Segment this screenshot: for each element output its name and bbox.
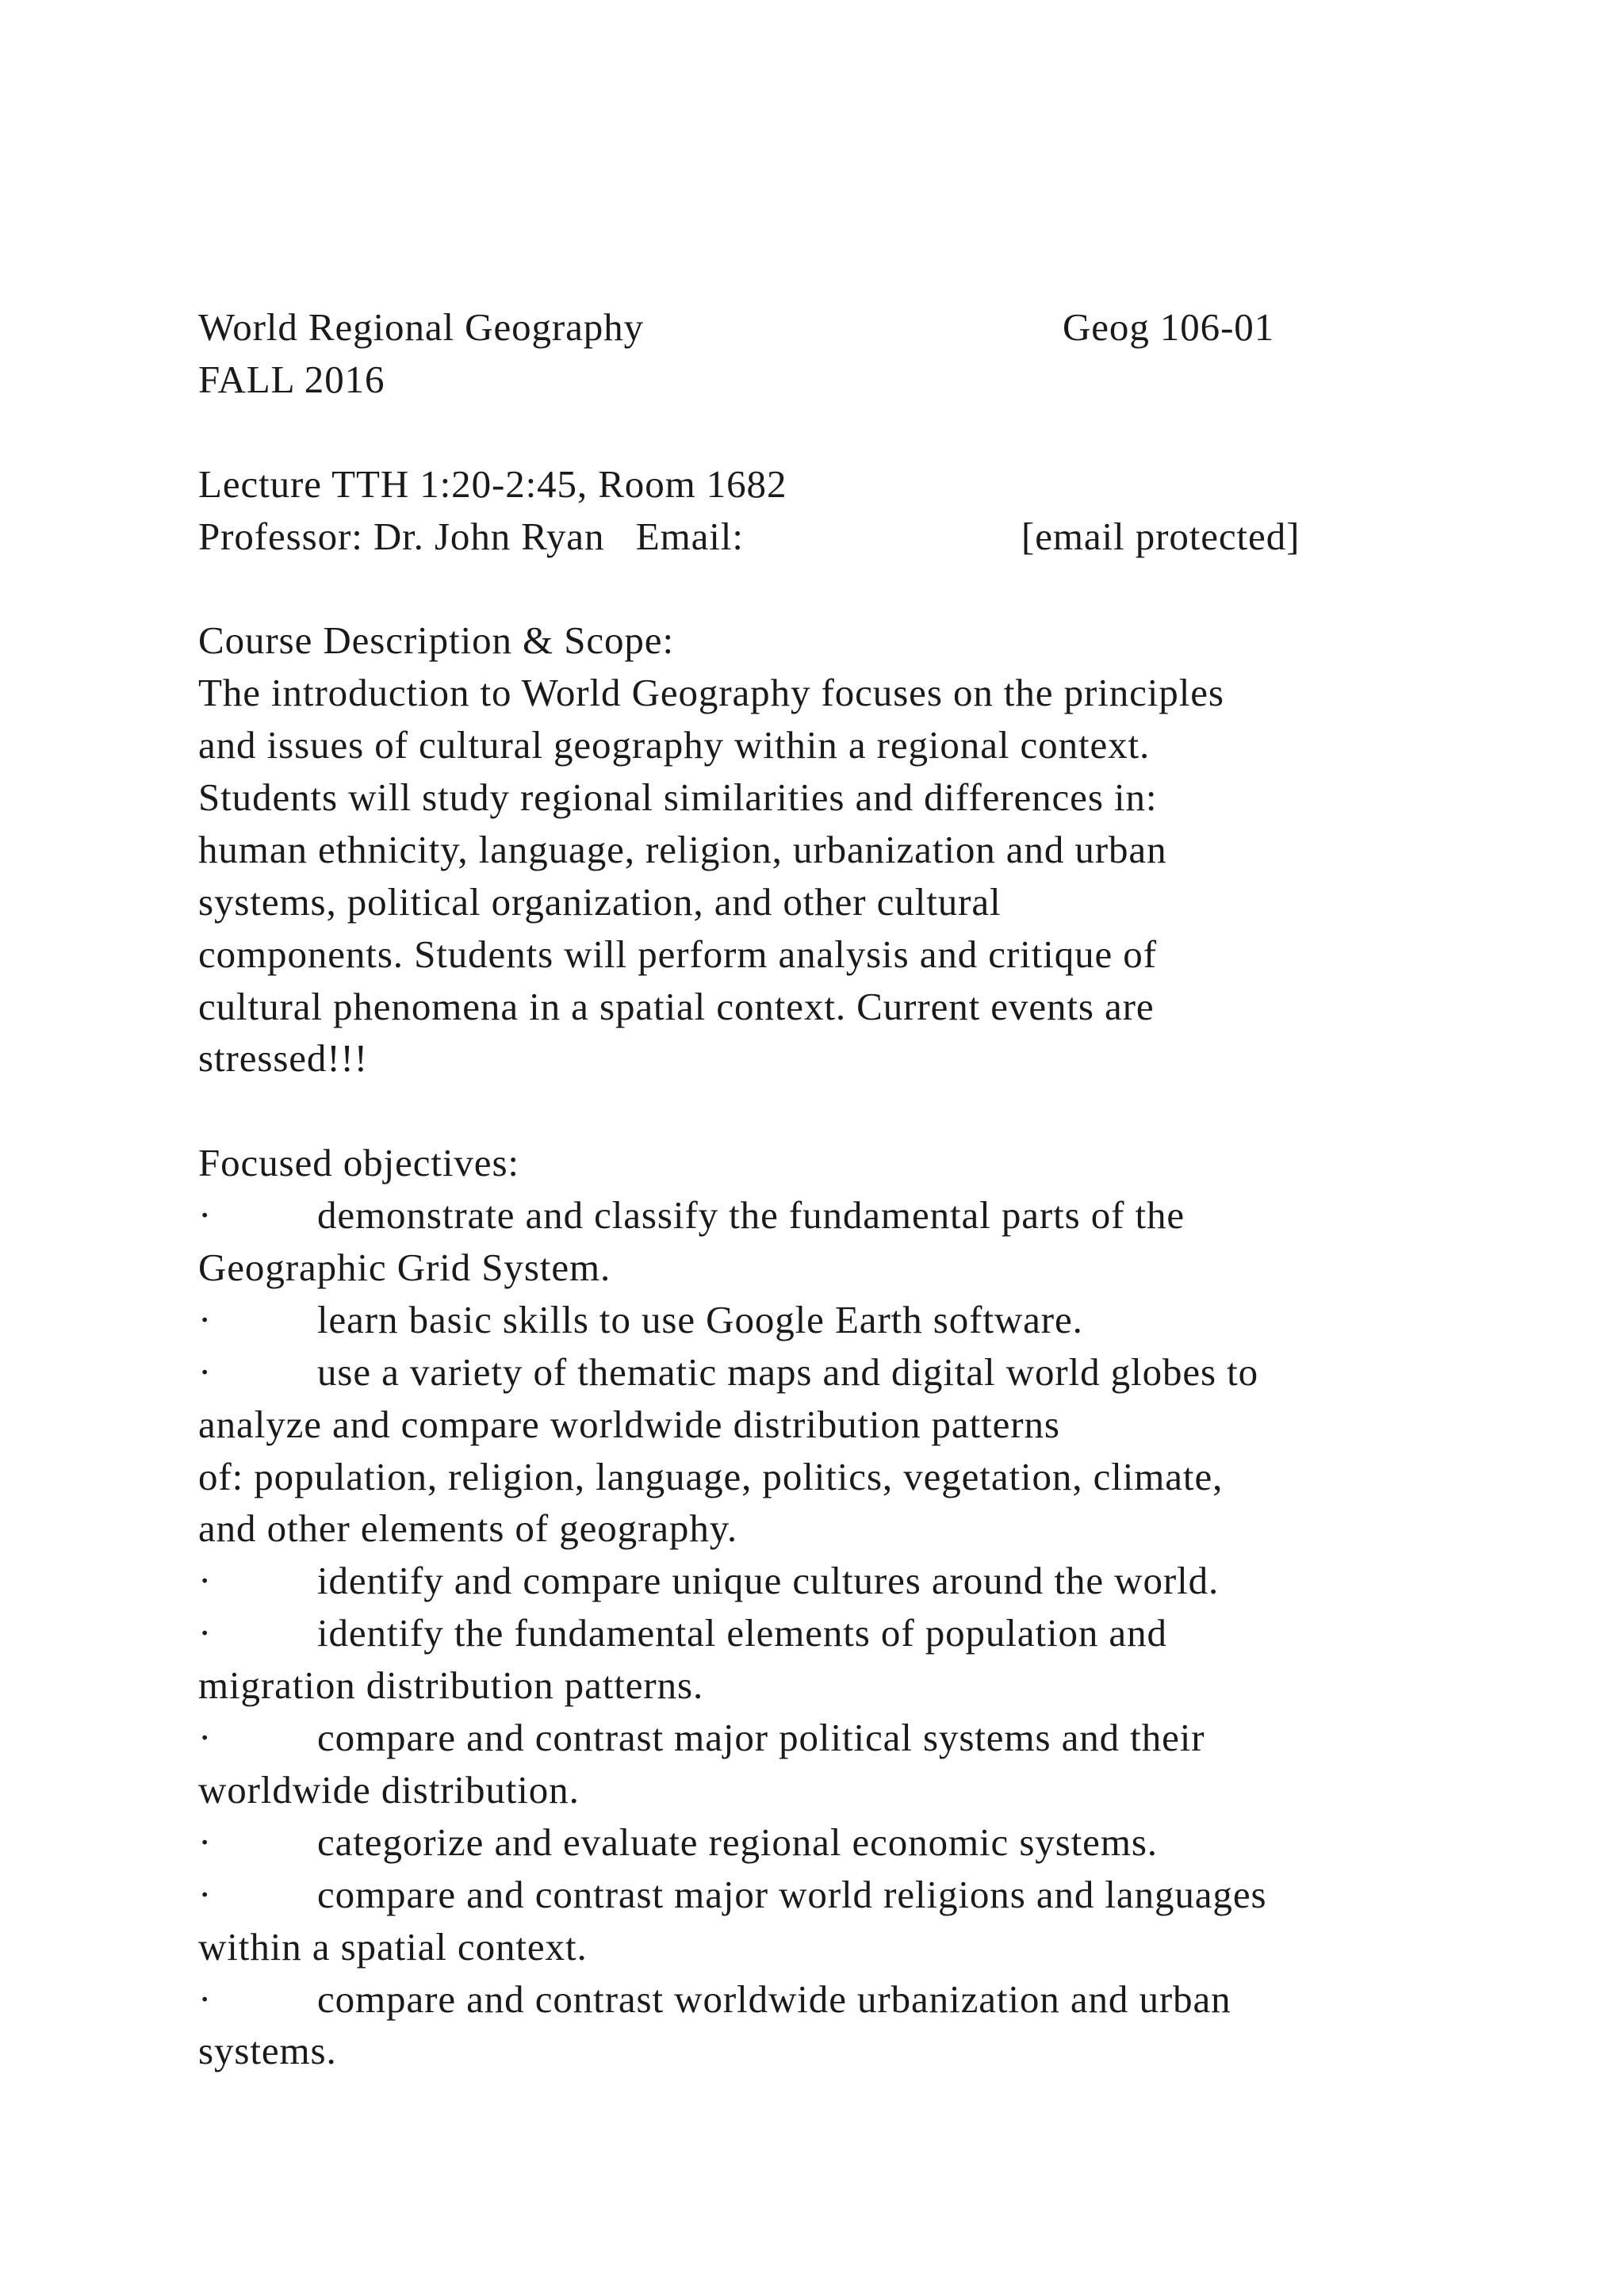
objective-item [198,1555,1483,1607]
description-body [198,667,1483,1085]
bullet-icon: · [198,1716,213,1760]
bullet-icon: · [198,1349,213,1394]
objective-continuation: migration distribution patterns. [198,1663,704,1708]
bullet-icon: · [198,1872,213,1916]
professor-line [198,511,1483,563]
bullet-icon: · [198,1820,213,1864]
document-text [198,301,1483,2077]
description-line: and issues of cultural geography within a regional context. [198,723,1151,767]
description-heading: Course Description & Scope: [198,618,674,663]
term: FALL 2016 [198,357,385,401]
objective-text: categorize and evaluate regional economic systems. [317,1820,1158,1864]
bullet-icon: · [198,1559,213,1603]
objective-item [198,1346,1483,1399]
description-line: stressed!!! [198,1036,368,1081]
objective-continuation: worldwide distribution. [198,1767,580,1812]
description-line: The introduction to World Geography focuses on the principles [198,671,1224,715]
objectives-heading: Focused objectives: [198,1141,519,1185]
spacer [198,562,1483,614]
description-line: systems, political organization, and other cultural [198,879,1002,924]
objective-item [198,1816,1483,1869]
course-title: World Regional Geography [198,305,644,349]
objective-text: learn basic skills to use Google Earth software. [317,1297,1083,1341]
objective-continuation: of: population, religion, language, politics, vegetation, climate, [198,1454,1224,1498]
objective-continuation: within a spatial context. [198,1924,588,1969]
description-line: components. Students will perform analysis and critique of [198,932,1157,976]
description-line: cultural phenomena in a spatial context. Current events are [198,984,1155,1028]
objective-item [198,1869,1483,1921]
objective-item [198,1712,1483,1764]
objective-text: identify and compare unique cultures around the world. [317,1559,1220,1603]
bullet-icon: · [198,1193,213,1238]
objective-text: compare and contrast major world religions and languages [317,1872,1267,1916]
description-line: Students will study regional similarities and differences in: [198,775,1158,820]
objective-item [198,1973,1483,2026]
objective-text: compare and contrast worldwide urbanization and urban [317,1976,1231,2021]
objective-continuation: and other elements of geography. [198,1506,738,1551]
professor-name: Professor: Dr. John Ryan [198,514,605,558]
objective-continuation: analyze and compare worldwide distribution patterns [198,1402,1060,1446]
spacer [198,1085,1483,1137]
objective-item [198,1294,1483,1346]
objective-text: use a variety of thematic maps and digital world globes to [317,1349,1259,1394]
objective-item [198,1607,1483,1659]
bullet-icon: · [198,1297,213,1341]
email-value: [email protected] [1021,514,1300,558]
header-line [198,301,1483,354]
course-code: Geog 106-01 [1063,305,1275,349]
objective-continuation: Geographic Grid System. [198,1246,611,1290]
email-label: Email: [635,514,744,558]
objective-text: demonstrate and classify the fundamental parts of the [317,1193,1185,1238]
description-line: human ethnicity, language, religion, urbanization and urban [198,827,1167,871]
spacer [198,406,1483,458]
objective-item [198,1189,1483,1242]
objective-text: identify the fundamental elements of population and [317,1611,1167,1655]
bullet-icon: · [198,1976,213,2021]
lecture-info: Lecture TTH 1:20-2:45, Room 1682 [198,461,787,506]
objective-text: compare and contrast major political systems and their [317,1716,1205,1760]
objectives-list [198,1189,1483,2077]
bullet-icon: · [198,1611,213,1655]
objective-continuation: systems. [198,2029,337,2073]
